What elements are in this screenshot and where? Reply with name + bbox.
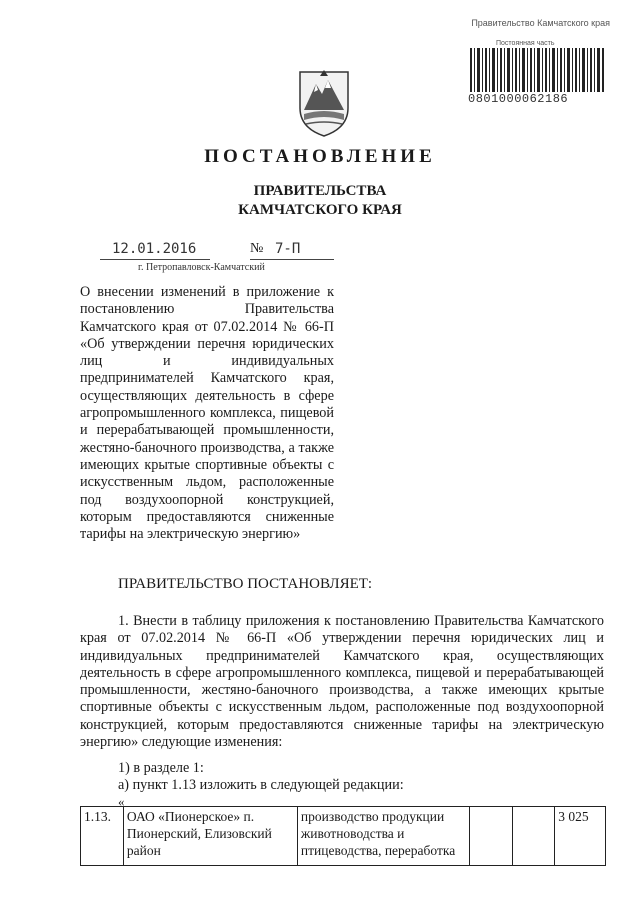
subtitle-line-2: КАМЧАТСКОГО КРАЯ [238,202,402,218]
document-heading: О внесении изменений в приложение к постановлению Правительства Камчатского края от 07.02.2014 № 66-П «Об утверждении перечня юридических лиц и индивидуальных предпринимателей Камчатского края, осуществляющих деятельность в сфере агропромышленного комплекса, пищевой и перерабатывающей промышленности, жестяно-баночного производства, а также имеющих крытые спортивные объекты с искусственным льдом, расположенные под воздухоопорной конструкцией, которым предоставляются сниженные тарифы на электрическую энергию» [80,284,334,543]
barcode-caption: Постоянная часть [496,40,555,47]
number-underline [250,259,334,260]
subitem-a: а) пункт 1.13 изложить в следующей редакции: [118,777,404,793]
government-header-label: Правительство Камчатского края [471,18,610,28]
barcode-number: 0801000062186 [468,92,569,106]
document-number: 7-П [275,241,301,257]
subtitle-line-1: ПРАВИТЕЛЬСТВА [253,183,387,199]
cell-number: 1.13. [81,807,124,866]
document-subtitle [0,182,640,220]
paragraph-1: 1. Внести в таблицу приложения к постановлению Правительства Камчатского края от 07.02.2014 № 66-П «Об утверждении перечня юридических лиц и индивидуальных предпринимателей Камчатского края, осуществляющих деятельность в сфере агропромышленного комплекса, пищевой и перерабатывающей промышленности, жестяно-баночного производства, а также имеющих крытые спортивные объекты с искусственным льдом, расположенные под воздухоопорной конструкцией, которым предоставляются сниженные тарифы на электрическую энергию» следующие изменения: [80,613,604,751]
opening-quote: « [118,794,125,809]
table-row [81,807,606,866]
subitem-1: 1) в разделе 1: [118,760,204,776]
kamchatka-emblem-icon [294,68,354,138]
city-label: г. Петропавловск-Камчатский [138,262,265,273]
document-title: ПОСТАНОВЛЕНИЕ [204,146,436,167]
barcode [468,40,608,110]
date-underline [100,259,210,260]
document-date: 12.01.2016 [112,241,197,257]
cell-value: 3 025 [555,807,606,866]
cell-organization: ОАО «Пионерское» п. Пионерский, Елизовский район [123,807,297,866]
decree-statement: ПРАВИТЕЛЬСТВО ПОСТАНОВЛЯЕТ: [118,576,373,592]
amendment-table [80,806,606,866]
cell-empty-1 [470,807,513,866]
number-label: № [250,241,264,256]
cell-activity: производство продукции животноводства и птицеводства, переработка [297,807,469,866]
cell-empty-2 [512,807,555,866]
